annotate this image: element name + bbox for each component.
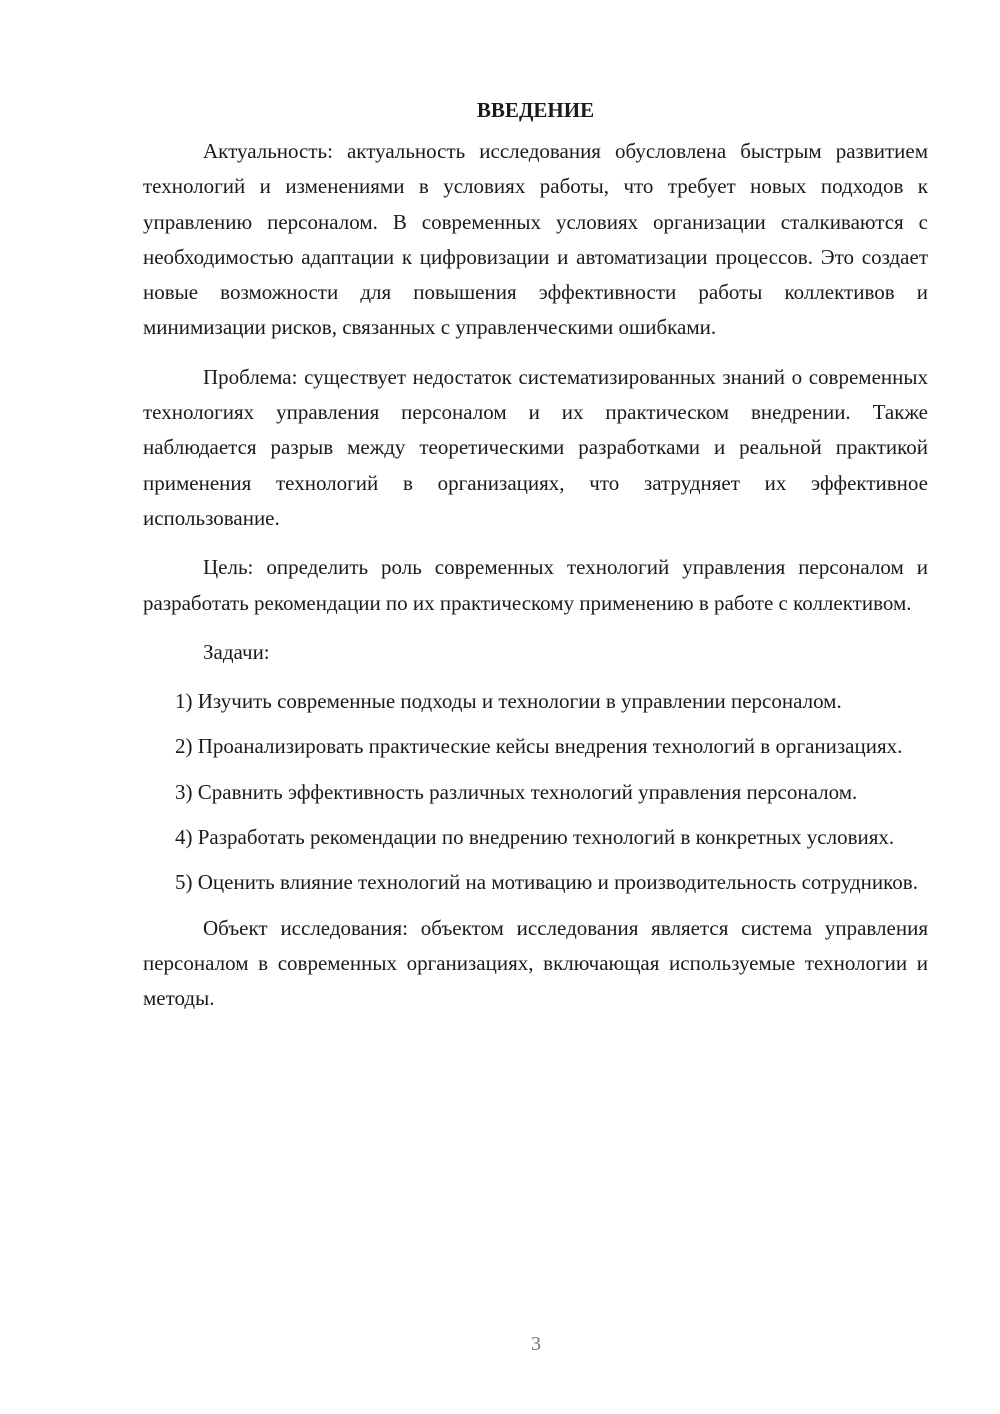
page-title: ВВЕДЕНИЕ xyxy=(476,98,595,122)
relevance-paragraph: Актуальность: актуальность исследования обусловлена быстрым развитием технологий и изменениями в условиях работы, что требует новых подходов к управлению персоналом. В современных условиях организации сталкиваются с необходимостью адаптации к цифровизации и автоматизации процессов. Это создает новые возможности для повышения эффективности работы коллективов и минимизации рисков, связанных с управленческими ошибками. xyxy=(143,139,928,340)
task-item-4: 4) Разработать рекомендации по внедрению технологий в конкретных условиях. xyxy=(175,825,895,850)
page-content xyxy=(143,93,928,1031)
problem-paragraph: Проблема: существует недостаток систематизированных знаний о современных технологиях управления персоналом и их практическом внедрении. Также наблюдается разрыв между теоретическими разработками и реальной практикой применения технологий в организациях, что затрудняет их эффективное использование. xyxy=(143,364,928,530)
task-item-3: 3) Сравнить эффективность различных технологий управления персоналом. xyxy=(175,779,858,804)
task-item-1: 1) Изучить современные подходы и технологии в управлении персоналом. xyxy=(175,689,842,714)
task-item-2: 2) Проанализировать практические кейсы внедрения технологий в организациях. xyxy=(175,734,903,759)
goal-paragraph: Цель: определить роль современных технологий управления персоналом и разработать рекомендации по их практическому применению в работе с коллективом. xyxy=(143,555,928,615)
page-number: 3 xyxy=(531,1333,541,1355)
task-item-5: 5) Оценить влияние технологий на мотивацию и производительность сотрудников. xyxy=(175,870,918,895)
object-paragraph: Объект исследования: объектом исследования является система управления персоналом в современных организациях, включающая используемые технологии и методы. xyxy=(143,915,928,1011)
tasks-label: Задачи: xyxy=(203,639,270,664)
